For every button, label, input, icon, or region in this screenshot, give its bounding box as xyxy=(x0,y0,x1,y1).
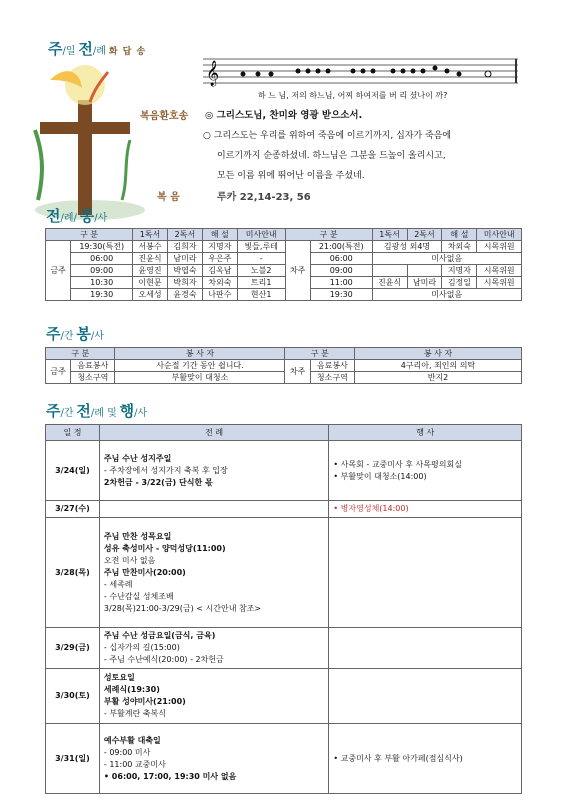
liturgy-line: - 11:00 교중미사 xyxy=(103,759,166,769)
events-cell xyxy=(329,501,522,518)
week-service-table xyxy=(45,347,522,384)
table-cell: 김희자 xyxy=(167,241,202,253)
table-cell: 윤경숙 xyxy=(167,289,202,301)
schedule-table xyxy=(45,424,522,794)
events-cell xyxy=(329,669,522,724)
table-cell: - xyxy=(237,253,285,265)
liturgy-cell xyxy=(99,724,329,794)
table-row: 청소구역 부활맞이 대청소 청소구역 반지2 xyxy=(46,372,522,384)
gospel-acclamation-response: ◎ 그리스도님, 찬미와 영광 받으소서. xyxy=(205,110,363,121)
events-cell xyxy=(329,724,522,794)
liturgy-line: 성유 축성미사 - 양덕성당(11:00) xyxy=(103,543,226,553)
svg-text:𝄞: 𝄞 xyxy=(206,61,220,86)
table-cell: 우은주 xyxy=(202,253,237,265)
table-cell: 06:00 xyxy=(310,253,372,265)
table-row xyxy=(46,724,522,794)
events-cell xyxy=(329,441,522,501)
date-cell: 3/27(수) xyxy=(46,501,100,518)
table-cell: 서봉수 xyxy=(133,241,168,253)
table-cell: 06:00 xyxy=(71,253,133,265)
table-cell: 차외숙 xyxy=(442,241,477,253)
table-cell: 진윤식 xyxy=(372,277,407,289)
table-row xyxy=(46,241,522,253)
table-row: 금주 음료봉사 사순절 기간 동안 쉽니다. 차주 음료봉사 4구리아, 죄인의 의탁 xyxy=(46,360,522,372)
table-cell: 차외숙 xyxy=(202,277,237,289)
table-header-row: 일 정 전 례 행 사 xyxy=(46,425,522,441)
date-cell: 3/28(목) xyxy=(46,518,100,628)
table-cell: 오세성 xyxy=(133,289,168,301)
table-cell: 09:00 xyxy=(71,265,133,277)
ministry-heading: 전/례/ 봉/사 xyxy=(46,207,108,225)
table-cell: 시목위원 xyxy=(477,241,522,253)
liturgy-line: - 십자가의 길(15:00) xyxy=(103,643,180,652)
date-cell: 3/31(일) xyxy=(46,724,100,794)
event-line: • 부활맞이 대청소(14:00) xyxy=(333,471,427,481)
table-cell: 지명자 xyxy=(442,265,477,277)
liturgy-line: - 09:00 미사 xyxy=(103,747,151,757)
liturgy-line: - 주님 수난예식(20:00) - 2차헌금 xyxy=(103,655,224,664)
event-line: • 교중미사 후 부활 아가페(점심식사) xyxy=(333,753,463,763)
liturgy-line: 예수부활 대축일 xyxy=(103,735,161,745)
table-cell: 현산1 xyxy=(237,289,285,301)
table-cell: 21:00(특전) xyxy=(310,241,372,253)
liturgy-line: 주님 만찬 성목요일 xyxy=(103,531,172,541)
table-cell: 남미라 xyxy=(407,277,442,289)
table-cell xyxy=(372,265,407,277)
liturgy-cell xyxy=(99,628,329,669)
liturgy-cell xyxy=(99,501,329,518)
date-cell: 3/24(일) xyxy=(46,441,100,501)
events-cell xyxy=(329,518,522,628)
liturgy-line: 성토요일 xyxy=(103,673,135,682)
table-row xyxy=(46,501,522,518)
liturgy-heading: 주/일 전/례 화 답 송 xyxy=(48,40,147,58)
liturgy-cell xyxy=(99,518,329,628)
liturgy-line: 3/28(목)21:00-3/29(금) < 시간안내 참조> xyxy=(103,603,262,613)
date-cell: 3/30(토) xyxy=(46,669,100,724)
table-cell: 김광성 외4명 xyxy=(372,241,442,253)
gospel-acclamation-text: ○ 그리스도는 우리를 위하여 죽음에 이르기까지, 십자가 죽음에 이르기까지 순종하셨네. 하느님은 그분을 드높이 올리시고, 모든 이름 위에 뛰어난 이름을 주셨네. xyxy=(203,131,452,181)
table-row xyxy=(46,628,522,669)
liturgy-line: 주님 만찬미사(20:00) xyxy=(103,567,186,577)
table-cell: 트리1 xyxy=(237,277,285,289)
liturgy-line: 주님 수난 성지주일 xyxy=(103,453,172,463)
liturgy-line: 부활 성야미사(21:00) xyxy=(103,697,186,706)
date-cell: 3/29(금) xyxy=(46,628,100,669)
table-cell: 10:30 xyxy=(71,277,133,289)
liturgy-cell xyxy=(99,441,329,501)
table-cell: 김옥남 xyxy=(202,265,237,277)
table-cell: 시목위원 xyxy=(477,265,522,277)
events-cell xyxy=(329,628,522,669)
liturgy-line: - 부활계란 축복식 xyxy=(103,709,166,718)
liturgy-cell xyxy=(99,669,329,724)
gospel-reference: 루카 22,14-23, 56 xyxy=(217,192,311,203)
week-service-heading: 주/간 봉/사 xyxy=(46,325,104,343)
cross-illustration xyxy=(20,60,150,225)
table-row xyxy=(46,277,522,289)
liturgy-line: 2차헌금 - 3/22(금) 단식한 몫 xyxy=(103,477,213,487)
table-row xyxy=(46,265,522,277)
table-cell xyxy=(407,265,442,277)
table-cell: 이현문 xyxy=(133,277,168,289)
gospel-label: 복 음 xyxy=(157,192,180,203)
liturgy-line: - 세족례 xyxy=(103,579,133,589)
event-line: • 사목회 - 교중미사 후 사목평의회실 xyxy=(333,459,462,469)
table-cell: 노블2 xyxy=(237,265,285,277)
table-row xyxy=(46,669,522,724)
event-line: • 병자영성체(14:00) xyxy=(333,504,409,513)
liturgy-line: 세례식(19:30) xyxy=(103,685,160,694)
table-cell: 진윤식 xyxy=(133,253,168,265)
table-cell: 박엽숙 xyxy=(167,265,202,277)
liturgy-line: 오전 미사 없음 xyxy=(103,555,156,565)
gospel-acclamation-label: 복음환호송 xyxy=(140,111,189,122)
table-cell: 윤영진 xyxy=(133,265,168,277)
table-cell: 미사없음 xyxy=(372,289,521,301)
group-label: 금주 xyxy=(46,241,71,301)
table-header-row: 구 분 봉 사 자 구 분 봉 사 자 xyxy=(46,348,522,360)
music-lyrics: 하 느 님, 저의 하느님, 어찌 하여저를 버 리 셨나이 까? xyxy=(258,91,448,100)
table-cell: 지명자 xyxy=(202,241,237,253)
music-staff xyxy=(203,55,523,87)
group-label: 차주 xyxy=(285,241,310,301)
liturgy-line: - 수난감실 성체조배 xyxy=(103,591,174,601)
table-cell: 남미라 xyxy=(167,253,202,265)
table-cell: 11:00 xyxy=(310,277,372,289)
liturgy-line: • 06:00, 17:00, 19:30 미사 없음 xyxy=(103,771,237,781)
table-row xyxy=(46,441,522,501)
table-cell: 김정일 xyxy=(442,277,477,289)
table-cell: 빛들,루테 xyxy=(237,241,285,253)
ministry-table xyxy=(45,228,522,301)
table-cell: 시목위원 xyxy=(477,277,522,289)
table-header-row: 구 분 1독서 2독서 해 설 미사안내 구 분 1독서 2독서 해 설 미사안내 xyxy=(46,229,522,241)
table-cell: 19:30(특전) xyxy=(71,241,133,253)
table-cell: 19:30 xyxy=(71,289,133,301)
table-row xyxy=(46,253,522,265)
table-cell: 나판수 xyxy=(202,289,237,301)
week-schedule-heading: 주/간 전/례 및 행/사 xyxy=(46,402,148,420)
liturgy-line: 주님 수난 성금요일(금식, 금육) xyxy=(103,631,216,640)
table-row xyxy=(46,289,522,301)
liturgy-line: - 주차장에서 성지가지 축복 후 입장 xyxy=(103,465,228,475)
table-cell: 미사없음 xyxy=(372,253,521,265)
table-cell: 박희자 xyxy=(167,277,202,289)
table-cell: 19:30 xyxy=(310,289,372,301)
table-cell: 09:00 xyxy=(310,265,372,277)
table-row xyxy=(46,518,522,628)
